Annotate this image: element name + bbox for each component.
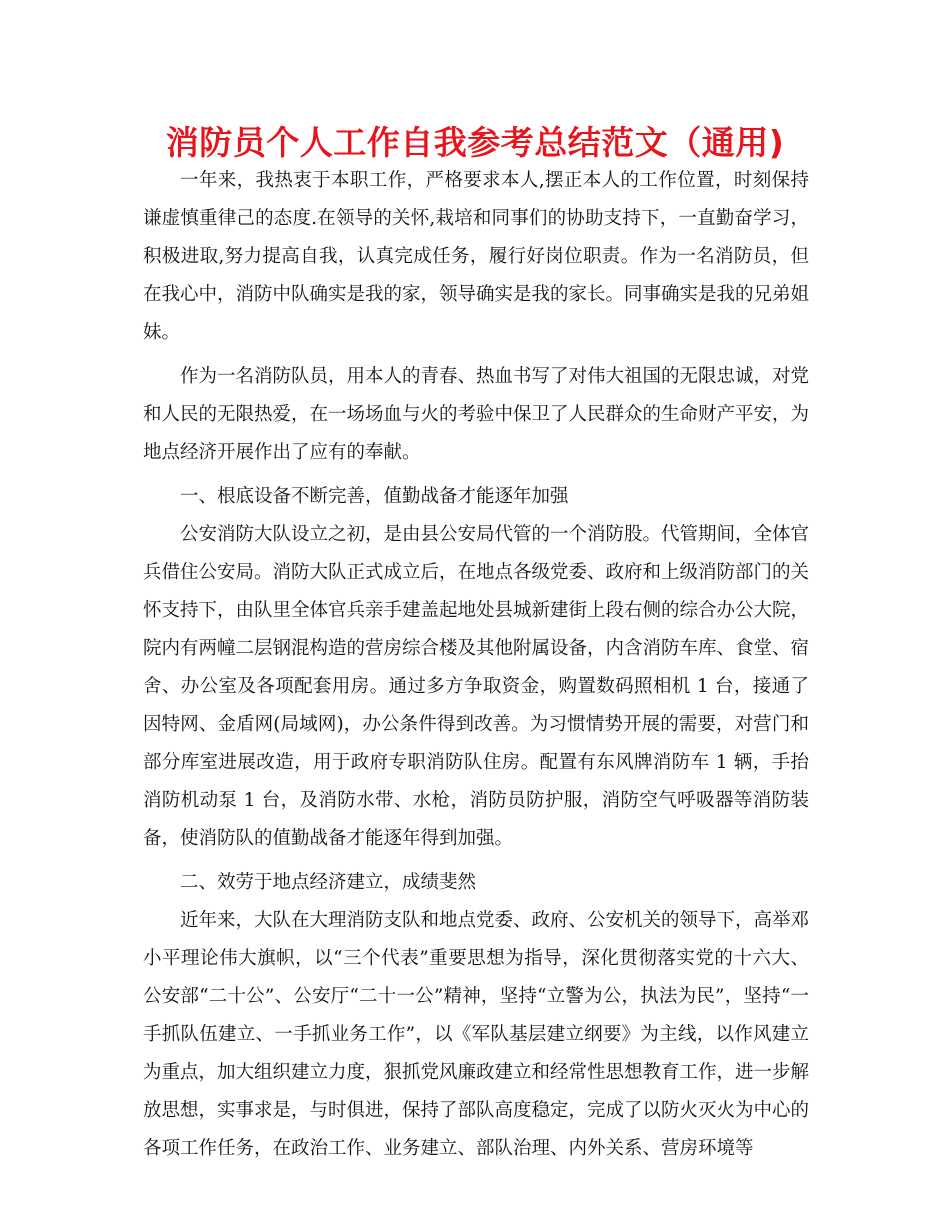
document-body (143, 162, 809, 1168)
paragraph-intro: 一年来，我热衷于本职工作，严格要求本人,摆正本人的工作位置，时刻保持谦虚慎重律己的态度.在领导的关怀,栽培和同事们的协助支持下，一直勤奋学习，积极进取,努力提高自我，认真完成任务，履行好岗位职责。作为一名消防员，但在我心中，消防中队确实是我的家，领导确实是我的家长。同事确实是我的兄弟姐妹。 (143, 170, 810, 343)
paragraph-achievements: 近年来，大队在大理消防支队和地点党委、政府、公安机关的领导下，高举邓小平理论伟大旗帜，以“三个代表”重要思想为指导，深化贯彻落实党的十六大、公安部“二十公”、公安厅“二十一公”精神，坚持“立警为公，执法为民”，坚持“一手抓队伍建立、一手抓业务工作”，以《军队基层建立纲要》为主线，以作风建立为重点，加大组织建立力度，狠抓党风廉政建立和经常性思想教育工作，进一步解放思想，实事求是，与时俱进，保持了部队高度稳定，完成了以防火灭火为中心的各项工作任务，在政治工作、业务建立、部队治理、内外关系、营房环境等 (143, 910, 810, 1159)
document-title: 消防员个人工作自我参考总结范文（通用) (165, 123, 785, 162)
section-heading-1: 一、根底设备不断完善，值勤战备才能逐年加强 (180, 486, 569, 507)
paragraph-dedication: 作为一名消防队员，用本人的青春、热血书写了对伟大祖国的无限忠诚，对党和人民的无限热爱，在一场场血与火的考验中保卫了人民群众的生命财产平安，为地点经济开展作出了应有的奉献。 (143, 366, 810, 463)
paragraph-facilities: 公安消防大队设立之初，是由县公安局代管的一个消防股。代管期间，全体官兵借住公安局。消防大队正式成立后，在地点各级党委、政府和上级消防部门的关怀支持下，由队里全体官兵亲手建盖起地处县城新建街上段右侧的综合办公大院，院内有两幢二层钢混构造的营房综合楼及其他附属设备，内含消防车库、食堂、宿舍、办公室及各项配套用房。通过多方争取资金，购置数码照相机 1 台，接通了因特网、金盾网(局域网)，办公条件得到改善。为习惯情势开展的需要，对营门和部分库室进展改造，用于政府专职消防队住房。配置有东风牌消防车 1 辆，手抬消防机动泵 1 台，及消防水带、水枪，消防员防护服，消防空气呼吸器等消防装备，使消防队的值勤战备才能逐年得到加强。 (143, 524, 810, 849)
section-heading-2: 二、效劳于地点经济建立，成绩斐然 (180, 872, 477, 893)
